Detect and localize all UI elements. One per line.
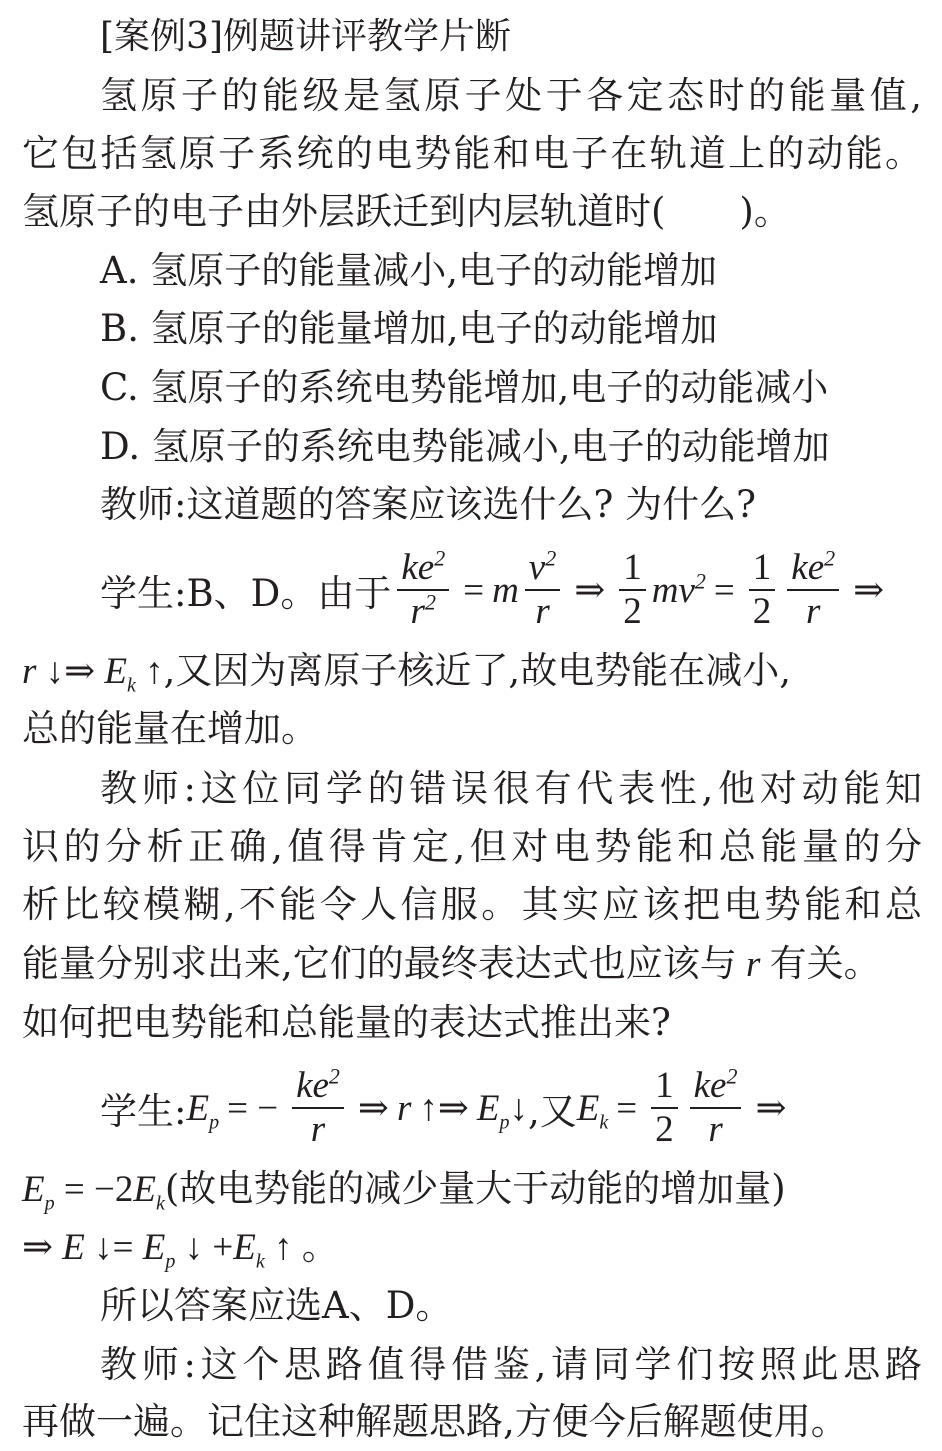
student2-line-3: ⇒ E ↓= $E_p$ ↓ $+E_k$ ↑ 。	[22, 1225, 339, 1273]
teacher-comment-4: 能量分别求出来,它们的最终表达式也应该与 r 有关。	[22, 942, 881, 985]
option-b: B. 氢原子的能量增加,电子的动能增加	[100, 307, 718, 350]
fraction-v2-over-r: $\frac{v^2}{r}$	[525, 547, 560, 633]
fraction-ke2-over-r2: $\frac{ke^2}{r^2}$	[397, 547, 449, 633]
teacher-question: 教师:这道题的答案应该选什么? 为什么?	[100, 483, 756, 526]
fraction-ke2-over-r-2: $\frac{ke^2}{r}$	[690, 1065, 742, 1151]
student1-line-2: r ↓⇒ $E_k$ ↑,又因为离原子核近了,故电势能在减小,	[22, 649, 791, 697]
student1-prefix: 学生:B、D。由于	[100, 572, 392, 615]
teacher-final-1: 教师:这个思路值得借鉴,请同学们按照此思路	[100, 1343, 922, 1386]
intro-line-3: 氢原子的电子由外层跃迁到内层轨道时( )。	[22, 190, 791, 233]
fraction-ke2-over-r: $\frac{ke^2}{r}$	[787, 547, 839, 633]
option-c: C. 氢原子的系统电势能增加,电子的动能减小	[100, 366, 829, 409]
case-title: [案例3]例题讲评教学片断	[100, 16, 511, 57]
student2-line3-tail: 。	[301, 1225, 339, 1268]
option-d: D. 氢原子的系统电势能减小,电子的动能增加	[100, 425, 830, 468]
student1-equation: 学生:B、D。由于 $\frac{ke^2}{r^2}$ = m $\frac{v^2}{r}$ ⇒ $\frac{1}{2}$ $mv^2$ = $\frac{1}{2}$ $\frac{ke^2}{r}$ ⇒	[100, 545, 885, 632]
student2-line2-tail: (故电势能的减少量大于动能的增加量)	[164, 1167, 786, 1210]
fraction-ke2-over-r-neg: $\frac{ke^2}{r}$	[292, 1065, 344, 1151]
teacher-comment-5: 如何把电势能和总能量的表达式推出来?	[22, 1001, 671, 1044]
teacher-comment-4a: 能量分别求出来,它们的最终表达式也应该与	[22, 942, 737, 985]
student2-equation: 学生: $E_p$ = − $\frac{ke^2}{r}$ ⇒ r ↑⇒ $E_p$ ↓ ,又 $E_k$ = $\frac{1}{2}$ $\frac{ke^2}{r}$ ⇒	[100, 1063, 787, 1150]
teacher-comment-1: 教师:这位同学的错误很有代表性,他对动能知	[100, 767, 922, 810]
student2-prefix: 学生:	[100, 1090, 187, 1133]
student1-continuation-a: ,又因为离原子核近了,故电势能在减小,	[163, 649, 791, 692]
teacher-comment-3: 析比较模糊,不能令人信服。其实应该把电势能和总	[22, 883, 922, 926]
teacher-final-2: 再做一遍。记住这种解题思路,方便今后解题使用。	[22, 1400, 848, 1443]
fraction-one-half-3: $\frac{1}{2}$	[651, 1065, 678, 1151]
student2-mid: ,又	[527, 1090, 577, 1133]
intro-line-1: 氢原子的能级是氢原子处于各定态时的能量值,	[100, 74, 922, 117]
teacher-comment-4b: 有关。	[769, 942, 881, 985]
intro-line-2: 它包括氢原子系统的电势能和电子在轨道上的动能。	[22, 132, 922, 175]
student1-line-3: 总的能量在增加。	[22, 707, 318, 750]
fraction-one-half: $\frac{1}{2}$	[619, 547, 646, 633]
teacher-comment-2: 识的分析正确,值得肯定,但对电势能和总能量的分	[22, 825, 922, 868]
fraction-one-half-2: $\frac{1}{2}$	[749, 547, 776, 633]
conclusion: 所以答案应选A、D。	[100, 1284, 453, 1327]
student2-line-2: $E_p = -2E_k$(故电势能的减少量大于动能的增加量)	[22, 1167, 786, 1215]
option-a: A. 氢原子的能量减小,电子的动能增加	[100, 249, 718, 292]
